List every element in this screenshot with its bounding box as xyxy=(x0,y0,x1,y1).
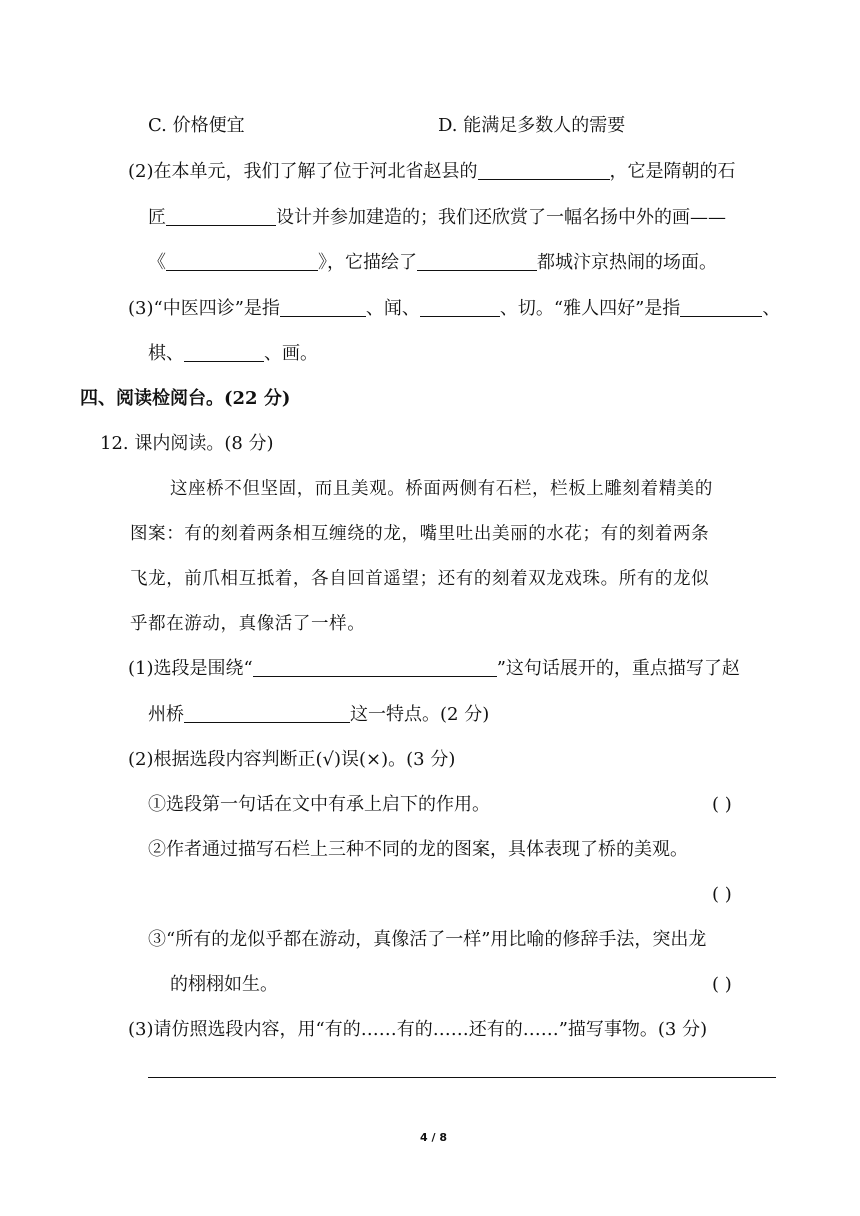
passage-line: 乎都在游动，真像活了一样。 xyxy=(130,614,366,634)
answer-blank[interactable] xyxy=(417,252,537,271)
answer-parentheses[interactable]: ( ) xyxy=(712,794,732,815)
q11-part2-text: 匠 xyxy=(148,207,166,228)
page-number: 4 / 8 xyxy=(420,1131,447,1144)
subquestion-1-text: 州桥 xyxy=(148,704,184,725)
answer-blank[interactable] xyxy=(680,298,762,317)
subquestion-1-text: ”这句话展开的，重点描写了赵 xyxy=(496,658,740,679)
q11-part2-text: ，它是隋朝的石 xyxy=(609,161,736,182)
q11-part3-text: 、闻、 xyxy=(365,298,420,319)
q11-part3-line2 xyxy=(148,342,318,366)
subquestion-1-text: 这一特点。(2 分) xyxy=(350,704,490,725)
subquestion-1-text: (1)选段是围绕“ xyxy=(128,658,253,679)
q11-part3-line1 xyxy=(128,297,780,321)
q11-part3-text: 棋、 xyxy=(148,343,184,364)
q11-part2-text: 都城汴京热闹的场面。 xyxy=(537,252,717,273)
answer-blank[interactable] xyxy=(280,298,366,317)
answer-blank[interactable] xyxy=(166,207,276,226)
option-c: C. 价格便宜 xyxy=(148,115,245,136)
answer-parentheses[interactable]: ( ) xyxy=(712,974,732,995)
answer-blank[interactable] xyxy=(184,704,350,723)
q11-part3-text: 、画。 xyxy=(264,343,318,364)
judgement-item-3-line1: ③“所有的龙似乎都在游动，真像活了一样”用比喻的修辞手法，突出龙 xyxy=(148,929,707,950)
answer-blank[interactable] xyxy=(253,658,497,677)
q11-part2-line3 xyxy=(148,251,717,275)
passage-line: 飞龙，前爪相互抵着，各自回首遥望；还有的刻着双龙戏珠。所有的龙似 xyxy=(130,569,710,589)
judgement-item-3-line2: 的栩栩如生。 xyxy=(170,974,278,995)
judgement-item-1: ①选段第一句话在文中有承上启下的作用。 xyxy=(148,794,490,815)
q11-part3-text: 、 xyxy=(762,298,781,319)
q11-part3-text: 、切。“雅人四好”是指 xyxy=(499,298,681,319)
judgement-item-2: ②作者通过描写石栏上三种不同的龙的图案，具体表现了桥的美观。 xyxy=(148,839,688,860)
q11-part2-text: 》，它描绘了 xyxy=(318,252,417,273)
q11-part2-line2 xyxy=(148,206,726,230)
q11-part2-text: (2)在本单元，我们了解了位于河北省赵县的 xyxy=(128,161,478,182)
q11-part2-line1 xyxy=(128,160,736,184)
answer-blank[interactable] xyxy=(478,161,610,180)
question-12-title: 12. 课内阅读。(8 分) xyxy=(100,433,274,454)
answer-blank[interactable] xyxy=(166,252,318,271)
q11-part3-text: (3)“中医四诊”是指 xyxy=(128,298,280,319)
answer-line[interactable] xyxy=(148,1077,776,1078)
answer-parentheses[interactable]: ( ) xyxy=(712,884,732,905)
q11-part2-text: 《 xyxy=(148,252,166,273)
passage-line: 这座桥不但坚固，而且美观。桥面两侧有石栏，栏板上雕刻着精美的 xyxy=(170,479,713,499)
subquestion-2-title: (2)根据选段内容判断正(√)误(×)。(3 分) xyxy=(128,749,456,770)
section-heading: 四、阅读检阅台。(22 分) xyxy=(80,388,291,409)
subquestion-1-line2 xyxy=(148,703,489,727)
q11-part2-text: 设计并参加建造的；我们还欣赏了一幅名扬中外的画—— xyxy=(276,207,726,228)
passage-line: 图案：有的刻着两条相互缠绕的龙，嘴里吐出美丽的水花；有的刻着两条 xyxy=(130,524,710,544)
subquestion-1-line1 xyxy=(128,657,740,681)
answer-blank[interactable] xyxy=(184,343,264,362)
answer-blank[interactable] xyxy=(420,298,500,317)
subquestion-3-title: (3)请仿照选段内容，用“有的……有的……还有的……”描写事物。(3 分) xyxy=(128,1019,708,1040)
option-d: D. 能满足多数人的需要 xyxy=(438,115,626,136)
